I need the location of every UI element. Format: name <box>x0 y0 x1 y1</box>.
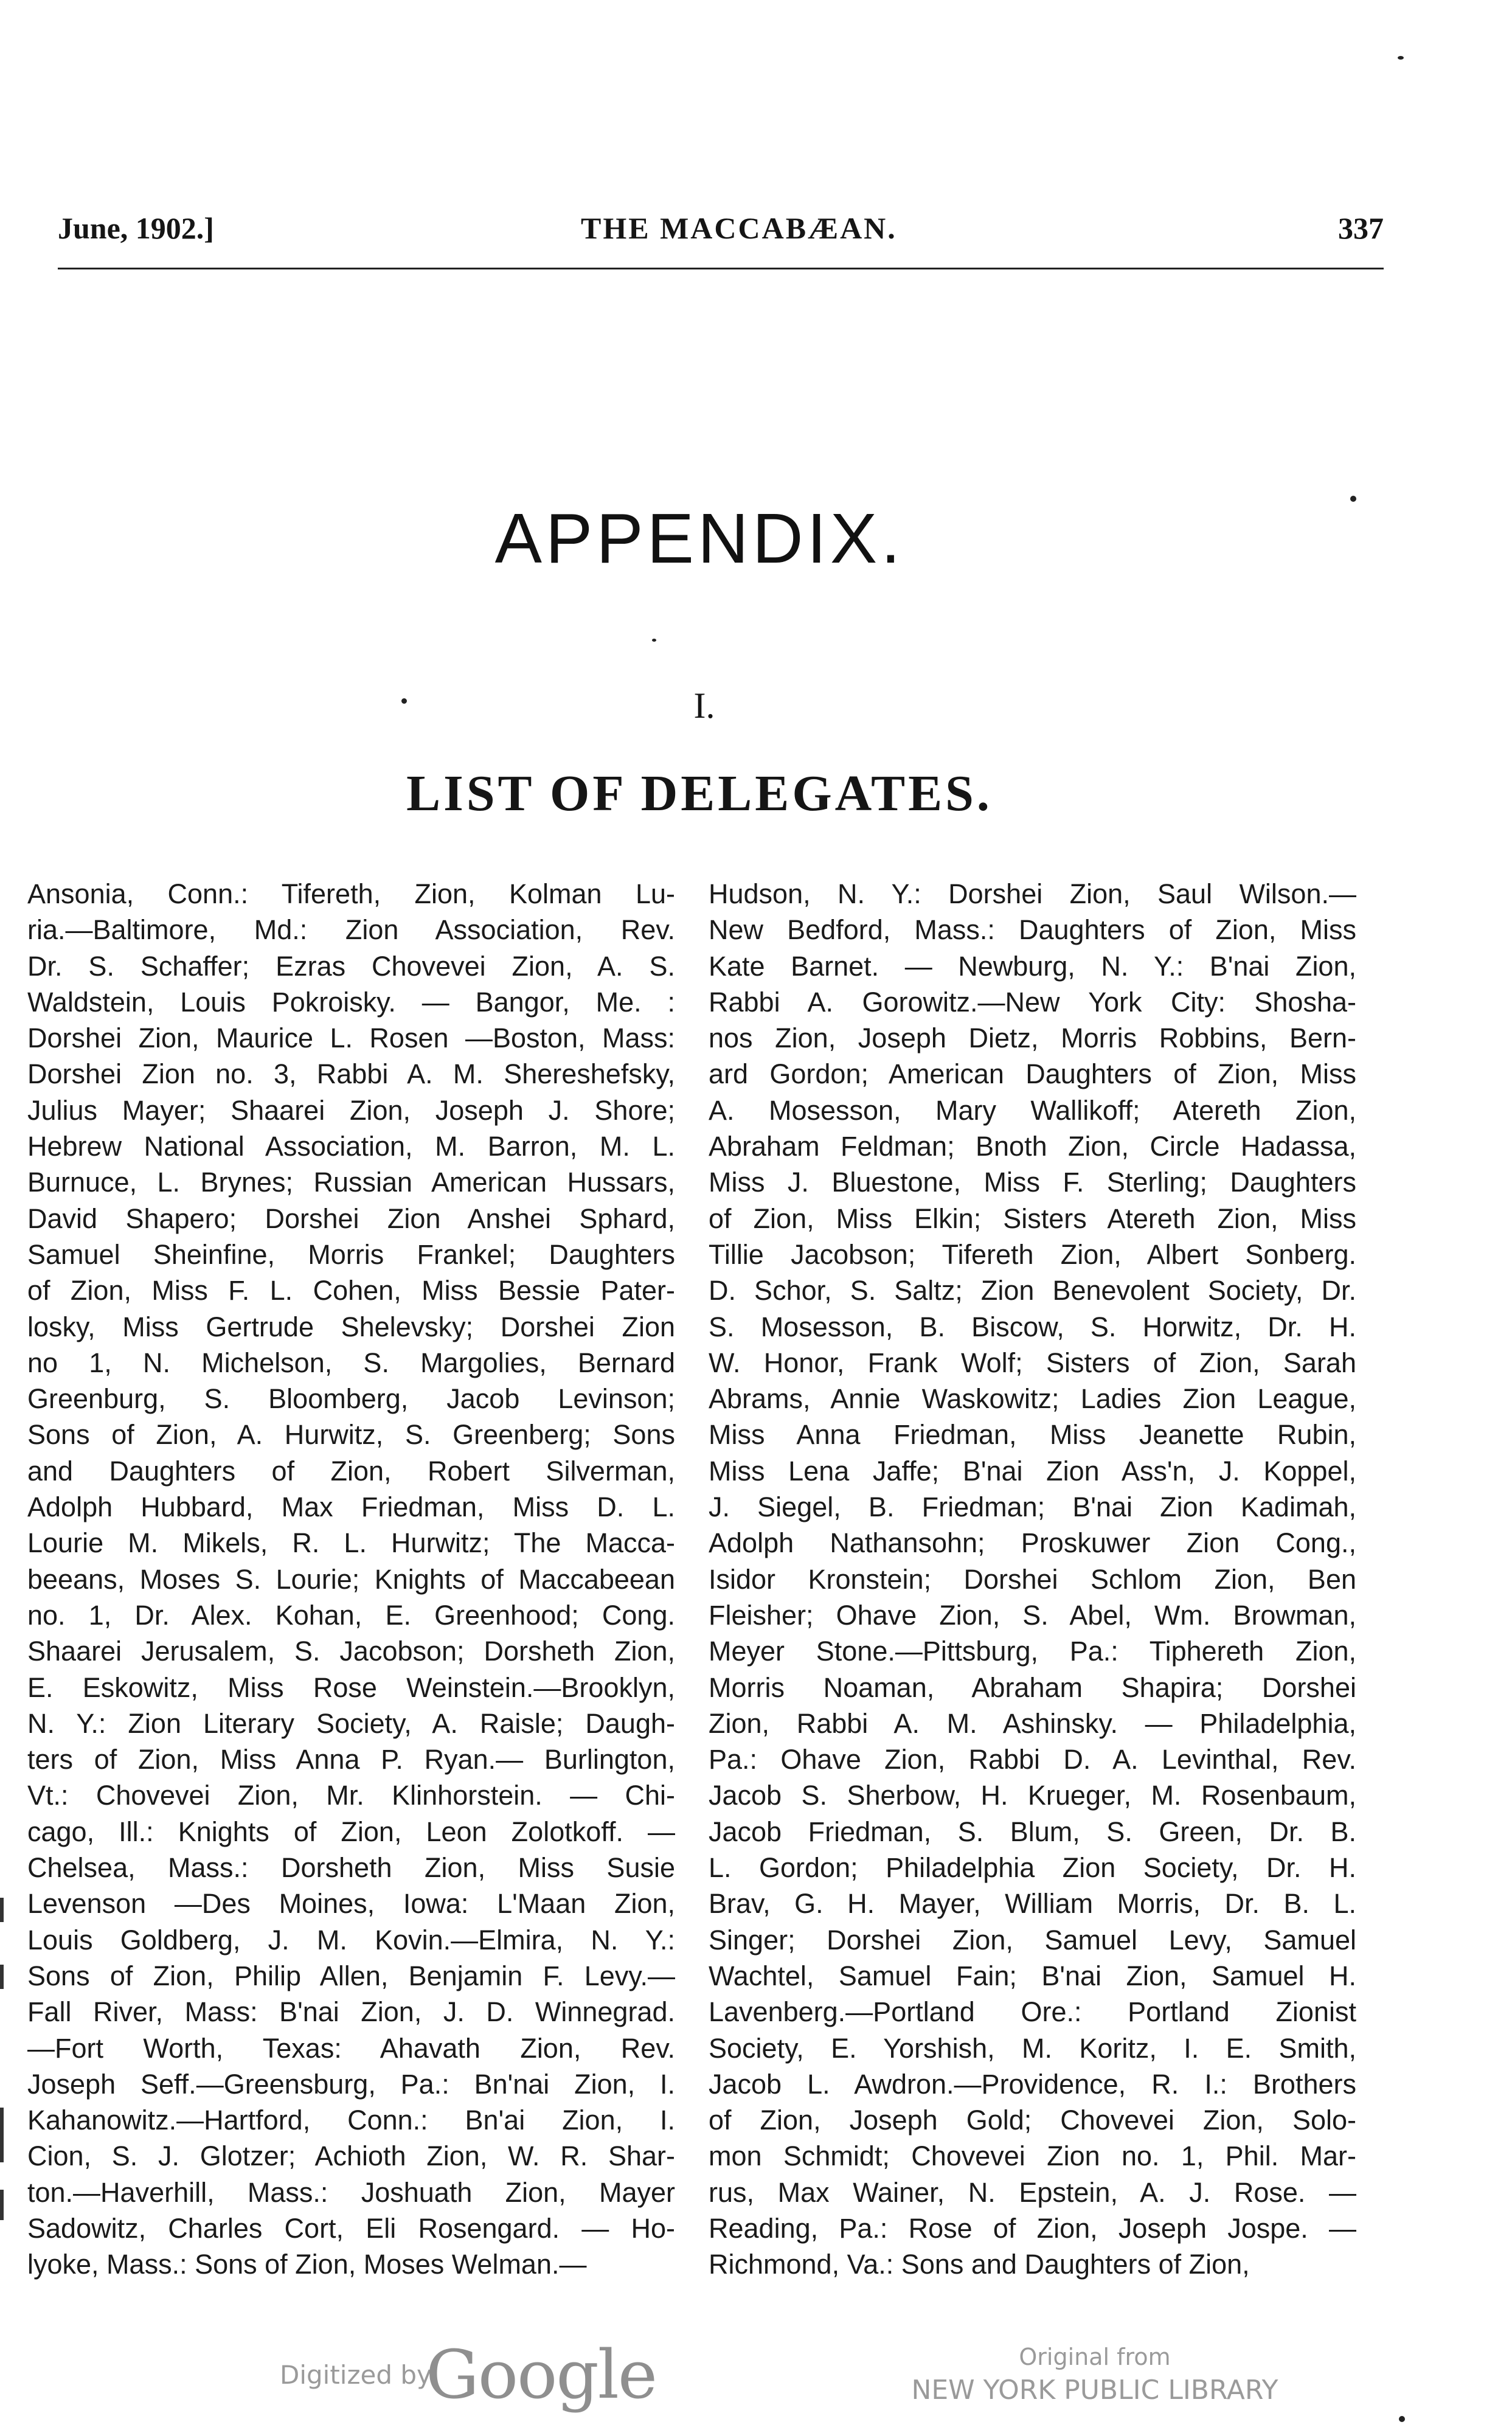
text-line: Abrams, Annie Waskowitz; Ladies Zion League, <box>709 1383 1356 1415</box>
text-line: Greenburg, S. Bloomberg, Jacob Levinson; <box>27 1383 675 1415</box>
text-line: Chelsea, Mass.: Dorsheth Zion, Miss Susie <box>27 1852 675 1884</box>
text-line: Sadowitz, Charles Cort, Eli Rosengard. — Ho- <box>27 2212 675 2244</box>
text-line: D. Schor, S. Saltz; Zion Benevolent Society, Dr. <box>709 1275 1356 1307</box>
library-name: NEW YORK PUBLIC LIBRARY <box>911 2375 1278 2406</box>
text-line: Miss Anna Friedman, Miss Jeanette Rubin, <box>709 1419 1356 1451</box>
text-line: Wachtel, Samuel Fain; B'nai Zion, Samuel H. <box>709 1960 1356 1991</box>
header-page-number: 337 <box>1338 211 1384 245</box>
text-line: Pa.: Ohave Zion, Rabbi D. A. Levinthal, Rev. <box>709 1744 1356 1775</box>
text-line: Joseph Seff.—Greensburg, Pa.: Bn'nai Zion, I. <box>27 2068 675 2100</box>
text-line: Dorshei Zion, Maurice L. Rosen —Boston, Mass: <box>27 1022 675 1054</box>
text-line: Adolph Nathansohn; Proskuwer Zion Cong., <box>709 1527 1356 1559</box>
text-line: Brav, G. H. Mayer, William Morris, Dr. B. L. <box>709 1888 1356 1920</box>
text-line: rus, Max Wainer, N. Epstein, A. J. Rose. — <box>709 2176 1356 2208</box>
text-line: Meyer Stone.—Pittsburg, Pa.: Tiphereth Zion, <box>709 1636 1356 1667</box>
text-line: S. Mosesson, B. Biscow, S. Horwitz, Dr. H. <box>709 1311 1356 1342</box>
text-line: Singer; Dorshei Zion, Samuel Levy, Samuel <box>709 1924 1356 1956</box>
original-from-label: Original from <box>1019 2344 1171 2370</box>
text-line: Waldstein, Louis Pokroisky. — Bangor, Me. : <box>27 986 675 1018</box>
text-line: beeans, Moses S. Lourie; Knights of Maccabeean <box>27 1563 675 1595</box>
scan-speck <box>1399 2416 1405 2422</box>
right-column <box>709 876 1356 2283</box>
text-line: L. Gordon; Philadelphia Zion Society, Dr. H. <box>709 1852 1356 1884</box>
text-line: A. Mosesson, Mary Wallikoff; Atereth Zion, <box>709 1094 1356 1126</box>
text-line: Cion, S. J. Glotzer; Achioth Zion, W. R. Shar- <box>27 2140 675 2172</box>
text-line: Burnuce, L. Brynes; Russian American Hussars, <box>27 1167 675 1198</box>
text-line: Rabbi A. Gorowitz.—New York City: Shosha- <box>709 986 1356 1018</box>
text-line: Miss J. Bluestone, Miss F. Sterling; Daughters <box>709 1167 1356 1198</box>
text-line: losky, Miss Gertrude Shelevsky; Dorshei Zion <box>27 1311 675 1342</box>
digitized-by-label: Digitized by <box>280 2360 432 2390</box>
running-header <box>58 210 1384 252</box>
text-line: ard Gordon; American Daughters of Zion, Miss <box>709 1058 1356 1090</box>
text-line: David Shapero; Dorshei Zion Anshei Sphard, <box>27 1203 675 1234</box>
text-line: Richmond, Va.: Sons and Daughters of Zion, <box>709 2249 1250 2280</box>
text-line: E. Eskowitz, Miss Rose Weinstein.—Brooklyn, <box>27 1671 675 1703</box>
text-line: ria.—Baltimore, Md.: Zion Association, Rev. <box>27 914 675 946</box>
scan-margin-mark <box>0 2190 4 2220</box>
scan-margin-mark <box>0 1898 4 1922</box>
text-line: Ansonia, Conn.: Tifereth, Zion, Kolman Lu- <box>27 878 675 909</box>
text-line: Sons of Zion, A. Hurwitz, S. Greenberg; Sons <box>27 1419 675 1451</box>
text-line: Samuel Sheinfine, Morris Frankel; Daughters <box>27 1238 675 1270</box>
text-line: Abraham Feldman; Bnoth Zion, Circle Hadassa, <box>709 1131 1356 1162</box>
text-line: Lourie M. Mikels, R. L. Hurwitz; The Macca- <box>27 1527 675 1559</box>
text-line: no 1, N. Michelson, S. Margolies, Bernard <box>27 1347 675 1378</box>
text-line: ters of Zion, Miss Anna P. Ryan.— Burlington, <box>27 1744 675 1775</box>
text-line: Adolph Hubbard, Max Friedman, Miss D. L. <box>27 1491 675 1523</box>
text-line: and Daughters of Zion, Robert Silverman, <box>27 1455 675 1487</box>
text-line: Kate Barnet. — Newburg, N. Y.: B'nai Zion, <box>709 950 1356 982</box>
text-line: Louis Goldberg, J. M. Kovin.—Elmira, N. Y.: <box>27 1924 675 1956</box>
text-line: Lavenberg.—Portland Ore.: Portland Zionist <box>709 1996 1356 2028</box>
scan-margin-mark <box>0 2108 4 2162</box>
scan-speck <box>1398 56 1404 60</box>
text-line: Jacob S. Sherbow, H. Krueger, M. Rosenbaum, <box>709 1780 1356 1811</box>
text-line: lyoke, Mass.: Sons of Zion, Moses Welman.— <box>27 2249 587 2280</box>
text-line: Tillie Jacobson; Tifereth Zion, Albert Sonberg. <box>709 1238 1356 1270</box>
section-title: LIST OF DELEGATES. <box>406 765 993 822</box>
text-line: Dorshei Zion no. 3, Rabbi A. M. Shereshefsky, <box>27 1058 675 1090</box>
text-line: of Zion, Miss Elkin; Sisters Atereth Zion, Miss <box>709 1203 1356 1234</box>
text-line: Kahanowitz.—Hartford, Conn.: Bn'ai Zion, I. <box>27 2105 675 2136</box>
text-line: Julius Mayer; Shaarei Zion, Joseph J. Shore; <box>27 1094 675 1126</box>
text-line: Shaarei Jerusalem, S. Jacobson; Dorsheth Zion, <box>27 1636 675 1667</box>
text-line: J. Siegel, B. Friedman; B'nai Zion Kadimah, <box>709 1491 1356 1523</box>
header-rule <box>58 268 1384 269</box>
text-line: no. 1, Dr. Alex. Kohan, E. Greenhood; Cong. <box>27 1599 675 1631</box>
text-line: Jacob Friedman, S. Blum, S. Green, Dr. B. <box>709 1816 1356 1847</box>
text-line: cago, Ill.: Knights of Zion, Leon Zolotkoff. — <box>27 1816 675 1847</box>
text-line: Levenson —Des Moines, Iowa: L'Maan Zion, <box>27 1888 675 1920</box>
text-line: Fall River, Mass: B'nai Zion, J. D. Winnegrad. <box>27 1996 675 2028</box>
text-line: of Zion, Joseph Gold; Chovevei Zion, Solo- <box>709 2105 1356 2136</box>
text-line: nos Zion, Joseph Dietz, Morris Robbins, Bern- <box>709 1022 1356 1054</box>
text-line: ton.—Haverhill, Mass.: Joshuath Zion, Mayer <box>27 2176 675 2208</box>
text-line: Hebrew National Association, M. Barron, M. L. <box>27 1131 675 1162</box>
text-line: Morris Noaman, Abraham Shapira; Dorshei <box>709 1671 1356 1703</box>
page-footer <box>0 2336 1512 2414</box>
text-line: Sons of Zion, Philip Allen, Benjamin F. Levy.— <box>27 1960 675 1991</box>
text-line: Fleisher; Ohave Zion, S. Abel, Wm. Browman, <box>709 1599 1356 1631</box>
text-line: Isidor Kronstein; Dorshei Schlom Zion, Ben <box>709 1563 1356 1595</box>
text-line: Dr. S. Schaffer; Ezras Chovevei Zion, A. S. <box>27 950 675 982</box>
header-journal-title: THE MACCABÆAN. <box>581 211 897 245</box>
text-line: Jacob L. Awdron.—Providence, R. I.: Brothers <box>709 2068 1356 2100</box>
header-date: June, 1902.] <box>58 211 214 245</box>
google-logo: Google <box>426 2336 657 2414</box>
scan-margin-mark <box>0 1965 4 1989</box>
left-column <box>27 876 675 2283</box>
text-line: Reading, Pa.: Rose of Zion, Joseph Jospe. — <box>709 2212 1356 2244</box>
text-line: W. Honor, Frank Wolf; Sisters of Zion, Sarah <box>709 1347 1356 1378</box>
text-line: —Fort Worth, Texas: Ahavath Zion, Rev. <box>27 2032 675 2064</box>
appendix-title: APPENDIX. <box>494 499 904 578</box>
text-line: Vt.: Chovevei Zion, Mr. Klinhorstein. — Chi- <box>27 1780 675 1811</box>
text-line: New Bedford, Mass.: Daughters of Zion, Miss <box>709 914 1356 946</box>
text-line: Zion, Rabbi A. M. Ashinsky. — Philadelphia, <box>709 1707 1356 1739</box>
text-line: Hudson, N. Y.: Dorshei Zion, Saul Wilson.— <box>709 878 1356 909</box>
text-line: of Zion, Miss F. L. Cohen, Miss Bessie Pater- <box>27 1275 675 1307</box>
text-line: Society, E. Yorshish, M. Koritz, I. E. Smith, <box>709 2032 1356 2064</box>
scan-speck <box>652 639 656 642</box>
text-line: mon Schmidt; Chovevei Zion no. 1, Phil. Mar- <box>709 2140 1356 2172</box>
text-line: N. Y.: Zion Literary Society, A. Raisle; Daugh- <box>27 1707 675 1739</box>
section-number: I. <box>693 685 715 726</box>
text-line: Miss Lena Jaffe; B'nai Zion Ass'n, J. Koppel, <box>709 1455 1356 1487</box>
